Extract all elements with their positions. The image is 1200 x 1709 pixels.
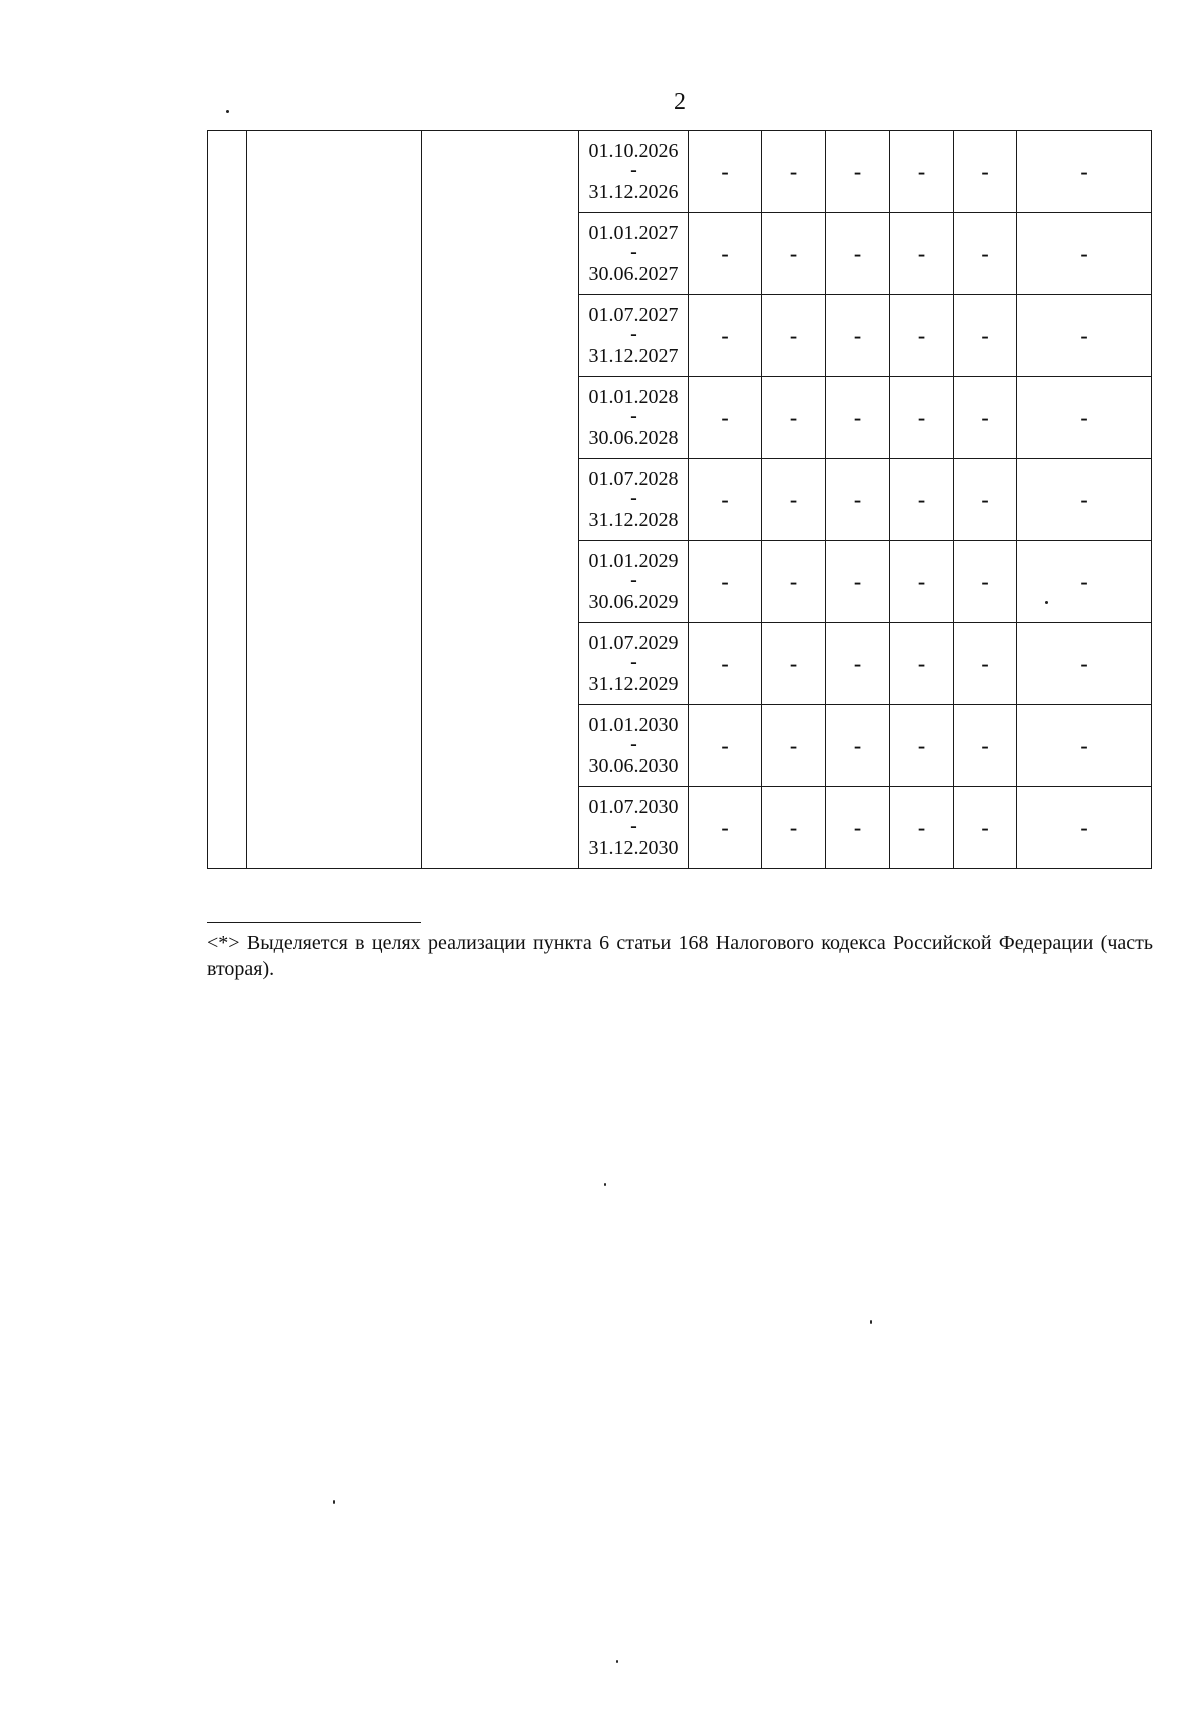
period-cell (579, 705, 689, 787)
value-cell: - (1017, 295, 1152, 377)
value-cell: - (826, 541, 890, 623)
value-cell: - (762, 459, 826, 541)
value-cell: - (890, 705, 954, 787)
value-cell: - (954, 459, 1017, 541)
value-cell: - (762, 295, 826, 377)
scan-speck (333, 1500, 335, 1504)
value-cell: - (826, 705, 890, 787)
footnote-text: <*> Выделяется в целях реализации пункта 6 статьи 168 Налогового кодекса Российской Федерации (часть вторая). (207, 932, 1153, 980)
value-cell: - (1017, 541, 1152, 623)
value-cell: - (826, 131, 890, 213)
period-separator: - (630, 732, 637, 755)
period-end: 31.12.2026 (588, 180, 679, 203)
period-end: 30.06.2029 (588, 590, 679, 613)
value-cell: - (689, 131, 762, 213)
period-cell (579, 131, 689, 213)
period-cell (579, 541, 689, 623)
value-cell: - (954, 295, 1017, 377)
period-start: 01.10.2026 (588, 139, 679, 162)
period-separator: - (630, 486, 637, 509)
value-cell: - (890, 213, 954, 295)
value-cell: - (954, 623, 1017, 705)
value-cell: - (826, 377, 890, 459)
period-start: 01.01.2029 (588, 549, 679, 572)
table-row (208, 131, 1152, 213)
value-cell: - (762, 377, 826, 459)
period-end: 30.06.2028 (588, 426, 679, 449)
scan-speck (226, 110, 229, 113)
period-cell (579, 459, 689, 541)
value-cell: - (689, 295, 762, 377)
period-cell (579, 787, 689, 869)
scan-speck (616, 1660, 618, 1663)
period-separator: - (630, 650, 637, 673)
period-cell (579, 213, 689, 295)
period-separator: - (630, 240, 637, 263)
period-start: 01.01.2030 (588, 713, 679, 736)
period-start: 01.01.2027 (588, 221, 679, 244)
period-separator: - (630, 158, 637, 181)
schedule-table (207, 130, 1152, 869)
detail-column-cell (422, 131, 579, 869)
value-cell: - (826, 295, 890, 377)
value-cell: - (689, 541, 762, 623)
value-cell: - (1017, 459, 1152, 541)
value-cell: - (954, 377, 1017, 459)
value-cell: - (826, 459, 890, 541)
period-cell (579, 295, 689, 377)
value-cell: - (954, 213, 1017, 295)
value-cell: - (689, 787, 762, 869)
period-end: 31.12.2029 (588, 672, 679, 695)
value-cell: - (890, 787, 954, 869)
scan-speck (870, 1320, 872, 1324)
value-cell: - (890, 459, 954, 541)
value-cell: - (1017, 705, 1152, 787)
footnote-divider (207, 922, 421, 923)
period-start: 01.01.2028 (588, 385, 679, 408)
period-start: 01.07.2027 (588, 303, 679, 326)
period-separator: - (630, 568, 637, 591)
value-cell: - (689, 213, 762, 295)
value-cell: - (762, 623, 826, 705)
value-cell: - (1017, 787, 1152, 869)
scan-speck (604, 1183, 606, 1186)
page-number: 2 (674, 89, 686, 115)
value-cell: - (890, 377, 954, 459)
value-cell: - (954, 787, 1017, 869)
number-column-cell (208, 131, 247, 869)
schedule-table-body (208, 131, 1152, 869)
period-start: 01.07.2029 (588, 631, 679, 654)
period-separator: - (630, 404, 637, 427)
period-end: 31.12.2027 (588, 344, 679, 367)
period-cell (579, 377, 689, 459)
period-end: 31.12.2028 (588, 508, 679, 531)
value-cell: - (1017, 377, 1152, 459)
value-cell: - (826, 787, 890, 869)
period-separator: - (630, 814, 637, 837)
period-end: 31.12.2030 (588, 836, 679, 859)
value-cell: - (1017, 213, 1152, 295)
value-cell: - (954, 541, 1017, 623)
value-cell: - (762, 131, 826, 213)
value-cell: - (1017, 131, 1152, 213)
value-cell: - (890, 623, 954, 705)
value-cell: - (689, 459, 762, 541)
value-cell: - (954, 131, 1017, 213)
period-end: 30.06.2027 (588, 262, 679, 285)
value-cell: - (762, 541, 826, 623)
period-cell (579, 623, 689, 705)
value-cell: - (689, 623, 762, 705)
period-start: 01.07.2028 (588, 467, 679, 490)
value-cell: - (689, 705, 762, 787)
value-cell: - (890, 295, 954, 377)
name-column-cell (247, 131, 422, 869)
period-start: 01.07.2030 (588, 795, 679, 818)
value-cell: - (890, 541, 954, 623)
period-separator: - (630, 322, 637, 345)
value-cell: - (762, 705, 826, 787)
value-cell: - (1017, 623, 1152, 705)
period-end: 30.06.2030 (588, 754, 679, 777)
value-cell: - (890, 131, 954, 213)
value-cell: - (762, 213, 826, 295)
value-cell: - (826, 213, 890, 295)
value-cell: - (954, 705, 1017, 787)
value-cell: - (826, 623, 890, 705)
value-cell: - (762, 787, 826, 869)
value-cell: - (689, 377, 762, 459)
